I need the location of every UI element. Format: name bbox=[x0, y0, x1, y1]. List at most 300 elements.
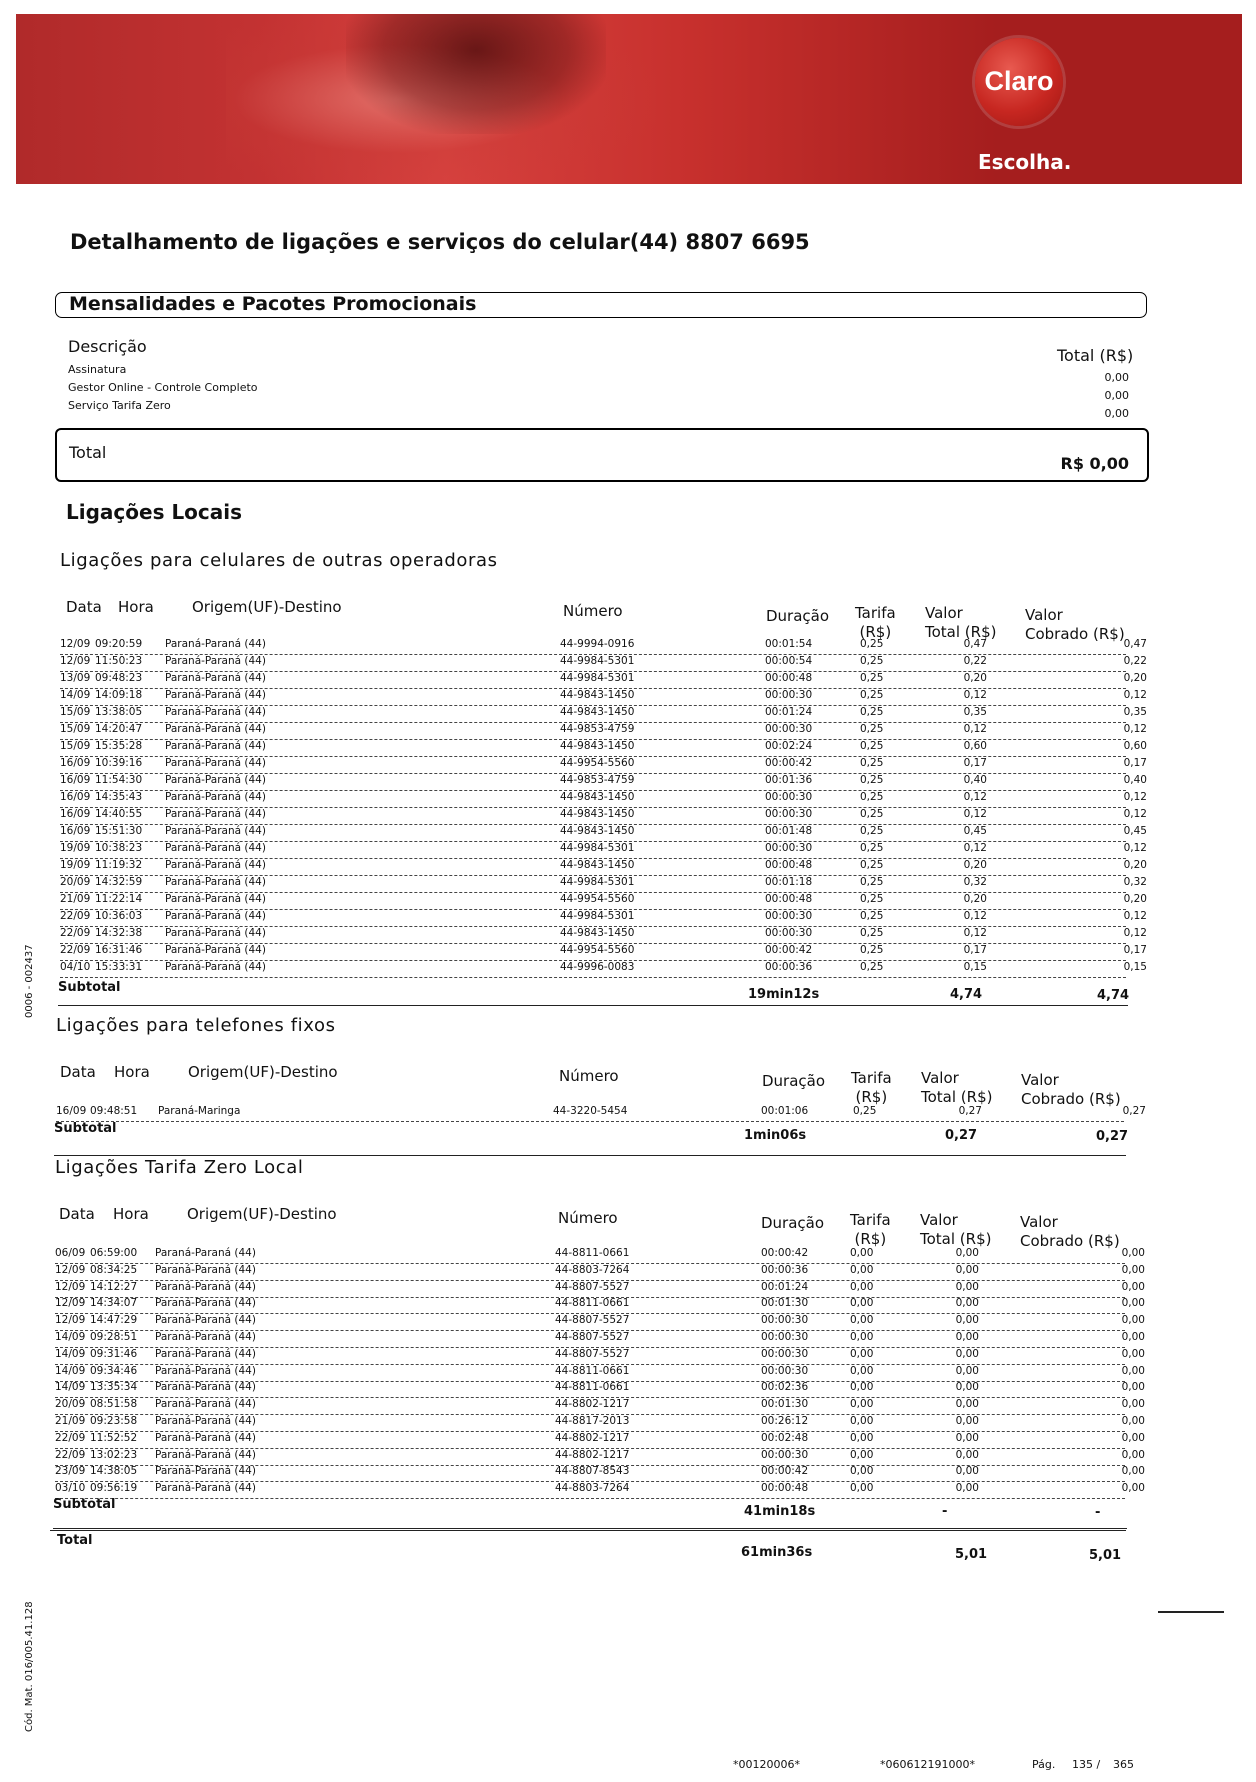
cell-origem: Paraná-Paraná (44) bbox=[155, 1297, 256, 1310]
page-label: Pág. bbox=[1032, 1758, 1056, 1771]
table-row bbox=[55, 1464, 1145, 1482]
table-row bbox=[55, 1347, 1145, 1365]
cell-hora: 10:39:16 bbox=[95, 757, 143, 769]
col-header-origem: Origem(UF)-Destino bbox=[188, 1063, 338, 1081]
grand-total-duration: 61min36s bbox=[741, 1545, 813, 1560]
brand-name: Claro bbox=[984, 66, 1054, 96]
cell-duracao: 00:01:06 bbox=[761, 1105, 809, 1117]
section-rule bbox=[58, 1005, 1128, 1006]
cell-duracao: 00:00:30 bbox=[765, 927, 813, 939]
cell-valor-total: 0,12 bbox=[963, 723, 987, 735]
cell-tarifa: 0,25 bbox=[860, 825, 884, 837]
cell-data: 23/09 bbox=[55, 1465, 86, 1478]
cell-valor-cobrado: 0,27 bbox=[1122, 1105, 1146, 1117]
cell-valor-total: 0,00 bbox=[955, 1381, 979, 1394]
cell-hora: 09:23:58 bbox=[90, 1415, 138, 1427]
subtotal-label: Subtotal bbox=[58, 980, 121, 995]
cell-origem: Paraná-Paraná (44) bbox=[165, 876, 266, 888]
cell-tarifa: 0,25 bbox=[860, 638, 884, 650]
cell-hora: 14:34:07 bbox=[90, 1297, 138, 1310]
cell-hora: 09:48:51 bbox=[90, 1105, 138, 1117]
cell-origem: Paraná-Paraná (44) bbox=[165, 638, 266, 650]
cell-tarifa: 0,25 bbox=[860, 961, 884, 973]
cell-valor-cobrado: 0,45 bbox=[1123, 825, 1147, 837]
cell-tarifa: 0,00 bbox=[850, 1314, 874, 1327]
table-row bbox=[55, 1414, 1145, 1432]
cell-hora: 15:51:30 bbox=[95, 825, 143, 837]
mensalidade-value: 0,00 bbox=[1104, 389, 1129, 402]
cell-origem: Paraná-Paraná (44) bbox=[155, 1465, 256, 1478]
cell-duracao: 00:00:54 bbox=[765, 655, 813, 667]
cell-data: 22/09 bbox=[55, 1448, 86, 1461]
cell-duracao: 00:01:30 bbox=[761, 1398, 809, 1411]
cell-tarifa: 0,00 bbox=[850, 1448, 874, 1461]
cell-numero: 44-8802-1217 bbox=[555, 1448, 630, 1461]
cell-origem: Paraná-Paraná (44) bbox=[165, 944, 266, 956]
slogan: Escolha. bbox=[978, 150, 1072, 174]
col-header-tarifa: Tarifa (R$) bbox=[850, 1211, 891, 1248]
subtotal-valor-total: 4,74 bbox=[950, 987, 983, 1002]
cell-tarifa: 0,25 bbox=[860, 774, 884, 786]
cell-valor-cobrado: 0,12 bbox=[1123, 791, 1147, 803]
table-row bbox=[60, 739, 1147, 757]
cell-hora: 14:38:05 bbox=[90, 1465, 138, 1478]
mensalidades-heading: Mensalidades e Pacotes Promocionais bbox=[69, 293, 477, 315]
cell-tarifa: 0,00 bbox=[850, 1431, 874, 1444]
table-row bbox=[55, 1364, 1145, 1382]
cell-tarifa: 0,25 bbox=[860, 927, 884, 939]
section-rule bbox=[54, 1155, 1126, 1156]
cell-data: 21/09 bbox=[55, 1415, 86, 1427]
cell-valor-cobrado: 0,00 bbox=[1121, 1381, 1145, 1394]
section-title: Ligações para telefones fixos bbox=[56, 1015, 336, 1036]
cell-origem: Paraná-Paraná (44) bbox=[165, 689, 266, 701]
grand-total-rule bbox=[50, 1530, 1126, 1531]
cell-tarifa: 0,00 bbox=[850, 1263, 874, 1276]
cell-origem: Paraná-Paraná (44) bbox=[165, 740, 266, 752]
table-row bbox=[60, 824, 1147, 842]
table-row bbox=[60, 790, 1147, 808]
table-row bbox=[55, 1330, 1145, 1348]
section-title: Ligações para celulares de outras operadoras bbox=[60, 550, 498, 571]
cell-data: 19/09 bbox=[60, 842, 91, 854]
cell-duracao: 00:00:30 bbox=[765, 723, 813, 735]
cell-valor-cobrado: 0,12 bbox=[1123, 927, 1147, 939]
cell-duracao: 00:01:18 bbox=[765, 876, 813, 888]
mensalidade-value: 0,00 bbox=[1104, 371, 1129, 384]
cell-duracao: 00:01:36 bbox=[765, 774, 813, 786]
cell-origem: Paraná-Paraná (44) bbox=[165, 672, 266, 684]
cell-data: 15/09 bbox=[60, 723, 91, 735]
cell-data: 12/09 bbox=[55, 1314, 86, 1327]
cell-origem: Paraná-Paraná (44) bbox=[165, 706, 266, 718]
cell-valor-total: 0,12 bbox=[963, 808, 987, 820]
cell-tarifa: 0,00 bbox=[850, 1247, 874, 1259]
cell-valor-total: 0,17 bbox=[963, 944, 987, 956]
table-row bbox=[55, 1448, 1145, 1466]
cell-tarifa: 0,00 bbox=[850, 1465, 874, 1478]
subtotal-valor-total: - bbox=[942, 1504, 948, 1519]
cell-valor-total: 0,47 bbox=[963, 638, 987, 650]
cell-tarifa: 0,00 bbox=[850, 1297, 874, 1310]
subtotal-duration: 19min12s bbox=[748, 987, 820, 1002]
col-header-data: Data bbox=[59, 1205, 95, 1223]
table-row bbox=[55, 1280, 1145, 1298]
side-mark-rule bbox=[1158, 1611, 1224, 1613]
cell-hora: 09:48:23 bbox=[95, 672, 143, 684]
col-header-duracao: Duração bbox=[766, 607, 830, 625]
cell-duracao: 00:00:42 bbox=[761, 1247, 809, 1259]
cell-origem: Paraná-Paraná (44) bbox=[165, 893, 266, 905]
table-row bbox=[60, 909, 1147, 927]
cell-duracao: 00:00:30 bbox=[765, 808, 813, 820]
cell-hora: 09:34:46 bbox=[90, 1364, 138, 1377]
cell-hora: 14:32:38 bbox=[95, 927, 143, 939]
cell-valor-cobrado: 0,17 bbox=[1123, 944, 1147, 956]
mensalidades-items bbox=[68, 361, 258, 415]
cell-numero: 44-9984-5301 bbox=[560, 672, 635, 684]
grand-total-label: Total bbox=[57, 1533, 93, 1548]
table-row bbox=[55, 1296, 1145, 1314]
cell-numero: 44-8802-1217 bbox=[555, 1431, 630, 1444]
cell-tarifa: 0,00 bbox=[850, 1331, 874, 1343]
cell-numero: 44-8803-7264 bbox=[555, 1482, 630, 1495]
mensalidade-value: 0,00 bbox=[1104, 407, 1129, 420]
cell-valor-total: 0,27 bbox=[958, 1105, 982, 1117]
table-row bbox=[60, 688, 1147, 706]
cell-duracao: 00:01:54 bbox=[765, 638, 813, 650]
cell-numero: 44-8807-5527 bbox=[555, 1331, 630, 1343]
col-header-valor-total: Valor Total (R$) bbox=[920, 1211, 992, 1248]
cell-data: 16/09 bbox=[60, 757, 91, 769]
cell-tarifa: 0,00 bbox=[850, 1482, 874, 1495]
cell-data: 15/09 bbox=[60, 740, 91, 752]
cell-valor-cobrado: 0,00 bbox=[1121, 1364, 1145, 1377]
side-code-bottom: Cód. Mat. 016/005.41.128 bbox=[24, 1601, 35, 1732]
total-rs-label: Total (R$) bbox=[1057, 346, 1134, 365]
table-row bbox=[60, 926, 1147, 944]
cell-valor-total: 0,00 bbox=[955, 1482, 979, 1495]
cell-valor-total: 0,00 bbox=[955, 1247, 979, 1259]
call-rows bbox=[60, 637, 1147, 981]
cell-numero: 44-9843-1450 bbox=[560, 689, 635, 701]
cell-origem: Paraná-Paraná (44) bbox=[155, 1431, 256, 1444]
cell-valor-total: 0,00 bbox=[955, 1431, 979, 1444]
cell-valor-total: 0,00 bbox=[955, 1398, 979, 1411]
cell-numero: 44-8807-5527 bbox=[555, 1314, 630, 1327]
cell-hora: 08:51:58 bbox=[90, 1398, 138, 1411]
cell-numero: 44-9954-5560 bbox=[560, 944, 635, 956]
cell-valor-cobrado: 0,35 bbox=[1123, 706, 1147, 718]
cell-tarifa: 0,25 bbox=[860, 655, 884, 667]
cell-valor-total: 0,00 bbox=[955, 1314, 979, 1327]
cell-tarifa: 0,00 bbox=[850, 1381, 874, 1394]
cell-hora: 14:47:29 bbox=[90, 1314, 138, 1327]
cell-duracao: 00:00:30 bbox=[761, 1364, 809, 1377]
cell-valor-cobrado: 0,12 bbox=[1123, 723, 1147, 735]
cell-duracao: 00:01:24 bbox=[761, 1280, 809, 1293]
mensalidades-heading-box bbox=[55, 292, 1147, 318]
cell-origem: Paraná-Paraná (44) bbox=[165, 655, 266, 667]
table-row bbox=[60, 858, 1147, 876]
cell-data: 13/09 bbox=[60, 672, 91, 684]
cell-data: 15/09 bbox=[60, 706, 91, 718]
cell-data: 03/10 bbox=[55, 1482, 86, 1495]
cell-origem: Paraná-Paraná (44) bbox=[165, 927, 266, 939]
cell-valor-total: 0,00 bbox=[955, 1331, 979, 1343]
cell-duracao: 00:00:48 bbox=[765, 859, 813, 871]
cell-origem: Paraná-Paraná (44) bbox=[155, 1381, 256, 1394]
cell-valor-total: 0,12 bbox=[963, 910, 987, 922]
cell-numero: 44-9994-0916 bbox=[560, 638, 635, 650]
cell-tarifa: 0,25 bbox=[853, 1105, 877, 1117]
col-header-numero: Número bbox=[563, 602, 623, 620]
subtotal-valor-cobrado: - bbox=[1095, 1505, 1101, 1520]
cell-duracao: 00:01:48 bbox=[765, 825, 813, 837]
cell-valor-cobrado: 0,20 bbox=[1123, 672, 1147, 684]
cell-duracao: 00:00:30 bbox=[765, 910, 813, 922]
cell-data: 12/09 bbox=[60, 655, 91, 667]
cell-numero: 44-9984-5301 bbox=[560, 842, 635, 854]
cell-valor-total: 0,20 bbox=[963, 893, 987, 905]
cell-data: 16/09 bbox=[60, 808, 91, 820]
cell-hora: 14:32:59 bbox=[95, 876, 143, 888]
col-header-origem: Origem(UF)-Destino bbox=[187, 1205, 337, 1223]
cell-hora: 16:31:46 bbox=[95, 944, 143, 956]
cell-valor-cobrado: 0,47 bbox=[1123, 638, 1147, 650]
page-total: 365 bbox=[1113, 1758, 1134, 1771]
col-header-valor-cobrado: Valor Cobrado (R$) bbox=[1020, 1213, 1120, 1250]
cell-numero: 44-9843-1450 bbox=[560, 706, 635, 718]
cell-valor-cobrado: 0,12 bbox=[1123, 842, 1147, 854]
cell-hora: 10:38:23 bbox=[95, 842, 143, 854]
cell-valor-total: 0,00 bbox=[955, 1415, 979, 1427]
cell-duracao: 00:00:30 bbox=[765, 842, 813, 854]
cell-data: 16/09 bbox=[56, 1105, 87, 1117]
table-row bbox=[60, 841, 1147, 859]
descricao-label: Descrição bbox=[68, 337, 147, 356]
cell-numero: 44-8811-0661 bbox=[555, 1297, 630, 1310]
footer-code-b: *060612191000* bbox=[880, 1758, 975, 1771]
side-code-top: 0006 - 002437 bbox=[24, 944, 35, 1018]
ligacoes-locais-title: Ligações Locais bbox=[66, 500, 243, 524]
mensalidades-total-box bbox=[55, 428, 1149, 482]
col-header-valor-total: Valor Total (R$) bbox=[921, 1069, 993, 1106]
cell-hora: 13:38:05 bbox=[95, 706, 143, 718]
page-number: 135 / bbox=[1072, 1758, 1101, 1771]
cell-data: 12/09 bbox=[55, 1263, 86, 1276]
col-header-valor-cobrado: Valor Cobrado (R$) bbox=[1021, 1071, 1121, 1108]
cell-tarifa: 0,25 bbox=[860, 910, 884, 922]
cell-numero: 44-8811-0661 bbox=[555, 1364, 630, 1377]
col-header-hora: Hora bbox=[114, 1063, 150, 1081]
cell-duracao: 00:00:42 bbox=[765, 944, 813, 956]
cell-hora: 08:34:25 bbox=[90, 1263, 138, 1276]
cell-valor-total: 0,20 bbox=[963, 859, 987, 871]
table-row bbox=[55, 1380, 1145, 1398]
col-header-tarifa: Tarifa (R$) bbox=[855, 604, 896, 641]
cell-tarifa: 0,25 bbox=[860, 723, 884, 735]
cell-data: 14/09 bbox=[55, 1331, 86, 1343]
cell-origem: Paraná-Maringa bbox=[158, 1105, 241, 1117]
cell-valor-cobrado: 0,00 bbox=[1121, 1398, 1145, 1411]
cell-valor-total: 0,00 bbox=[955, 1263, 979, 1276]
cell-duracao: 00:00:30 bbox=[761, 1331, 809, 1343]
cell-numero: 44-9853-4759 bbox=[560, 774, 635, 786]
call-rows bbox=[55, 1246, 1145, 1502]
cell-data: 22/09 bbox=[60, 910, 91, 922]
cell-numero: 44-9843-1450 bbox=[560, 927, 635, 939]
cell-duracao: 00:00:42 bbox=[765, 757, 813, 769]
grand-total-cobrado: 5,01 bbox=[1089, 1548, 1122, 1563]
cell-tarifa: 0,25 bbox=[860, 893, 884, 905]
cell-tarifa: 0,25 bbox=[860, 859, 884, 871]
cell-duracao: 00:00:48 bbox=[765, 893, 813, 905]
footer-code-a: *00120006* bbox=[733, 1758, 800, 1771]
cell-origem: Paraná-Paraná (44) bbox=[155, 1398, 256, 1411]
table-row bbox=[55, 1397, 1145, 1415]
cell-valor-cobrado: 0,00 bbox=[1121, 1347, 1145, 1360]
cell-numero: 44-8807-5527 bbox=[555, 1280, 630, 1293]
cell-duracao: 00:00:30 bbox=[761, 1314, 809, 1327]
cell-duracao: 00:00:36 bbox=[761, 1263, 809, 1276]
subtotal-valor-cobrado: 4,74 bbox=[1097, 988, 1130, 1003]
cell-data: 14/09 bbox=[55, 1347, 86, 1360]
cell-duracao: 00:00:48 bbox=[765, 672, 813, 684]
cell-data: 14/09 bbox=[55, 1381, 86, 1394]
table-row bbox=[60, 637, 1147, 655]
cell-origem: Paraná-Paraná (44) bbox=[155, 1331, 256, 1343]
section-title: Ligações Tarifa Zero Local bbox=[55, 1157, 304, 1178]
cell-origem: Paraná-Paraná (44) bbox=[165, 825, 266, 837]
table-row bbox=[55, 1246, 1145, 1264]
cell-duracao: 00:02:24 bbox=[765, 740, 813, 752]
cell-data: 06/09 bbox=[55, 1247, 86, 1259]
cell-tarifa: 0,00 bbox=[850, 1280, 874, 1293]
cell-tarifa: 0,25 bbox=[860, 876, 884, 888]
call-rows bbox=[56, 1104, 1146, 1125]
cell-valor-cobrado: 0,12 bbox=[1123, 910, 1147, 922]
cell-numero: 44-9843-1450 bbox=[560, 808, 635, 820]
cell-duracao: 00:00:48 bbox=[761, 1482, 809, 1495]
cell-valor-cobrado: 0,00 bbox=[1121, 1314, 1145, 1327]
cell-tarifa: 0,25 bbox=[860, 808, 884, 820]
cell-data: 22/09 bbox=[55, 1431, 86, 1444]
cell-hora: 09:56:19 bbox=[90, 1482, 138, 1495]
cell-data: 16/09 bbox=[60, 791, 91, 803]
cell-origem: Paraná-Paraná (44) bbox=[155, 1247, 256, 1259]
cell-origem: Paraná-Paraná (44) bbox=[155, 1280, 256, 1293]
cell-valor-total: 0,15 bbox=[963, 961, 987, 973]
cell-tarifa: 0,25 bbox=[860, 842, 884, 854]
cell-data: 16/09 bbox=[60, 774, 91, 786]
cell-valor-cobrado: 0,00 bbox=[1121, 1247, 1145, 1259]
cell-tarifa: 0,25 bbox=[860, 944, 884, 956]
cell-duracao: 00:00:42 bbox=[761, 1465, 809, 1478]
cell-tarifa: 0,25 bbox=[860, 672, 884, 684]
cell-valor-total: 0,00 bbox=[955, 1465, 979, 1478]
cell-valor-cobrado: 0,00 bbox=[1121, 1431, 1145, 1444]
cell-tarifa: 0,00 bbox=[850, 1398, 874, 1411]
mensalidade-item: Serviço Tarifa Zero bbox=[68, 399, 171, 412]
cell-origem: Paraná-Paraná (44) bbox=[155, 1364, 256, 1377]
cell-tarifa: 0,00 bbox=[850, 1347, 874, 1360]
cell-valor-cobrado: 0,20 bbox=[1123, 893, 1147, 905]
cell-origem: Paraná-Paraná (44) bbox=[165, 723, 266, 735]
table-row bbox=[60, 807, 1147, 825]
col-header-duracao: Duração bbox=[761, 1214, 825, 1232]
cell-hora: 14:35:43 bbox=[95, 791, 143, 803]
cell-hora: 14:12:27 bbox=[90, 1280, 138, 1293]
cell-valor-cobrado: 0,60 bbox=[1123, 740, 1147, 752]
cell-valor-total: 0,40 bbox=[963, 774, 987, 786]
cell-valor-cobrado: 0,00 bbox=[1121, 1280, 1145, 1293]
cell-hora: 11:19:32 bbox=[95, 859, 143, 871]
cell-numero: 44-8817-2013 bbox=[555, 1415, 630, 1427]
cell-duracao: 00:01:30 bbox=[761, 1297, 809, 1310]
claro-logo bbox=[975, 38, 1063, 126]
cell-tarifa: 0,00 bbox=[850, 1364, 874, 1377]
cell-origem: Paraná-Paraná (44) bbox=[165, 910, 266, 922]
cell-origem: Paraná-Paraná (44) bbox=[165, 757, 266, 769]
cell-numero: 44-9954-5560 bbox=[560, 893, 635, 905]
cell-tarifa: 0,25 bbox=[860, 740, 884, 752]
col-header-numero: Número bbox=[558, 1209, 618, 1227]
cell-valor-cobrado: 0,00 bbox=[1121, 1448, 1145, 1461]
col-header-hora: Hora bbox=[118, 598, 154, 616]
cell-valor-cobrado: 0,00 bbox=[1121, 1465, 1145, 1478]
table-row bbox=[55, 1263, 1145, 1281]
cell-valor-cobrado: 0,40 bbox=[1123, 774, 1147, 786]
table-row bbox=[60, 943, 1147, 961]
cell-valor-total: 0,20 bbox=[963, 672, 987, 684]
table-row bbox=[60, 722, 1147, 740]
cell-numero: 44-8802-1217 bbox=[555, 1398, 630, 1411]
cell-numero: 44-8807-5527 bbox=[555, 1347, 630, 1360]
mensalidades-values bbox=[1080, 369, 1129, 423]
cell-valor-total: 0,12 bbox=[963, 842, 987, 854]
cell-valor-total: 0,17 bbox=[963, 757, 987, 769]
table-row bbox=[60, 654, 1147, 672]
cell-valor-cobrado: 0,17 bbox=[1123, 757, 1147, 769]
subtotal-duration: 41min18s bbox=[744, 1504, 816, 1519]
cell-data: 21/09 bbox=[60, 893, 91, 905]
cell-hora: 13:02:23 bbox=[90, 1448, 138, 1461]
table-row bbox=[60, 773, 1147, 791]
cell-duracao: 00:02:36 bbox=[761, 1381, 809, 1394]
col-header-origem: Origem(UF)-Destino bbox=[192, 598, 342, 616]
cell-hora: 11:54:30 bbox=[95, 774, 143, 786]
table-row bbox=[60, 756, 1147, 774]
cell-origem: Paraná-Paraná (44) bbox=[155, 1448, 256, 1461]
cell-duracao: 00:00:30 bbox=[761, 1347, 809, 1360]
cell-valor-cobrado: 0,00 bbox=[1121, 1482, 1145, 1495]
subtotal-label: Subtotal bbox=[53, 1497, 116, 1512]
cell-hora: 09:20:59 bbox=[95, 638, 143, 650]
cell-valor-total: 0,45 bbox=[963, 825, 987, 837]
subtotal-valor-cobrado: 0,27 bbox=[1096, 1129, 1129, 1144]
table-row bbox=[55, 1481, 1145, 1499]
cell-hora: 14:09:18 bbox=[95, 689, 143, 701]
cell-data: 14/09 bbox=[55, 1364, 86, 1377]
table-row bbox=[55, 1431, 1145, 1449]
table-row bbox=[56, 1104, 1146, 1122]
cell-valor-total: 0,00 bbox=[955, 1347, 979, 1360]
cell-tarifa: 0,25 bbox=[860, 706, 884, 718]
cell-valor-cobrado: 0,32 bbox=[1123, 876, 1147, 888]
col-header-tarifa: Tarifa (R$) bbox=[851, 1069, 892, 1106]
col-header-hora: Hora bbox=[113, 1205, 149, 1223]
